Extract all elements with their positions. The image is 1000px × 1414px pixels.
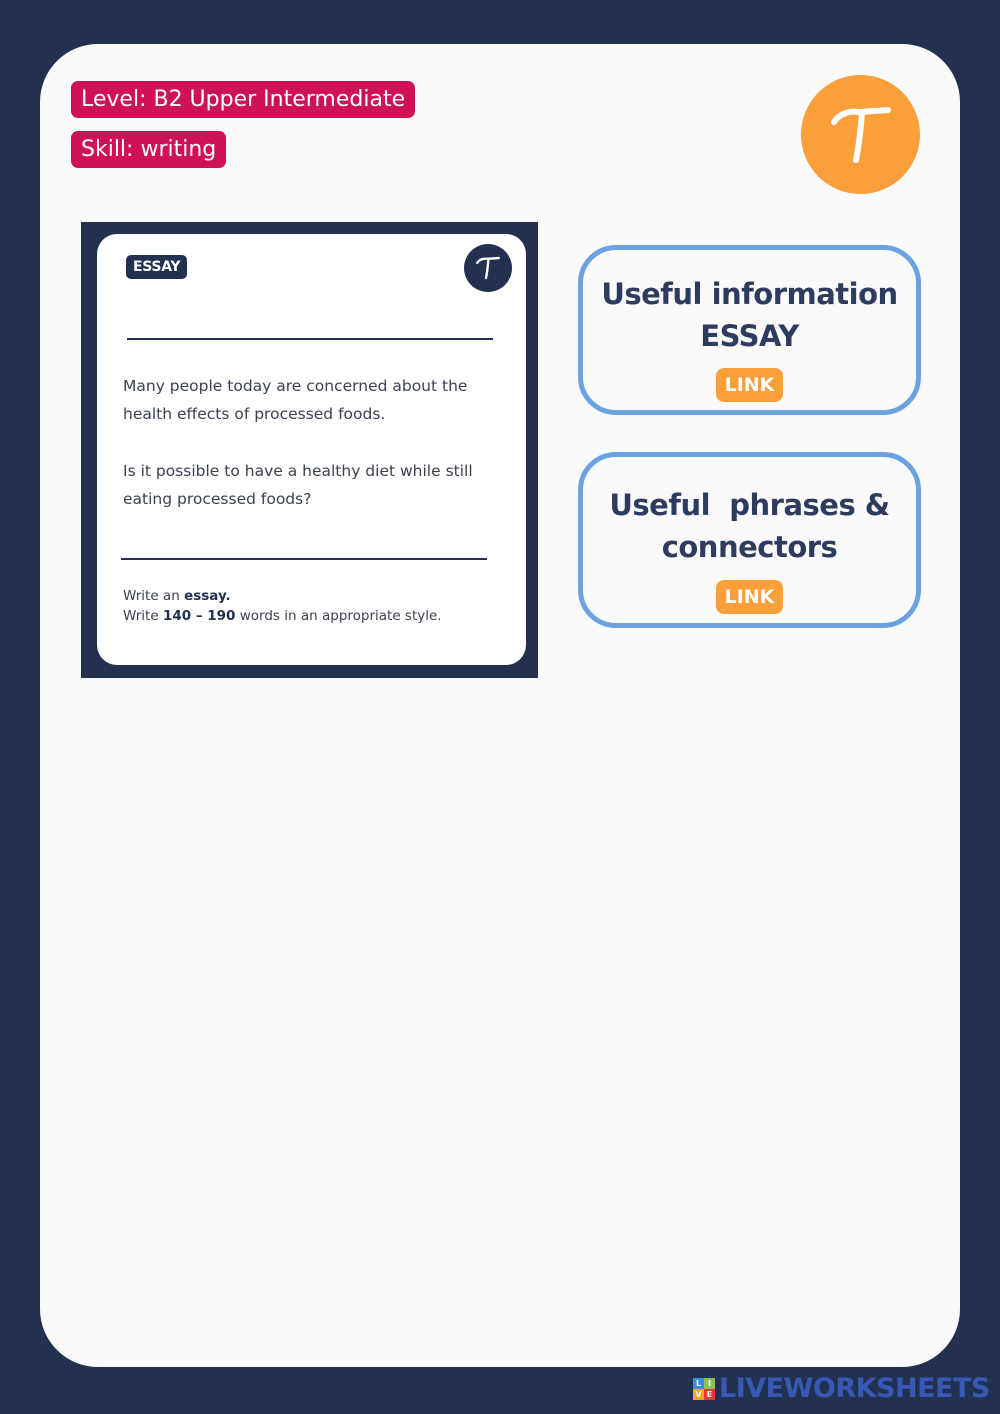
divider-bottom: [121, 558, 487, 560]
level-tag: Level: B2 Upper Intermediate: [71, 81, 415, 118]
essay-prompt-frame: [81, 222, 538, 678]
divider-top: [127, 338, 493, 340]
liveworksheets-watermark: [693, 1373, 990, 1404]
worksheet-page: [40, 44, 960, 1367]
task-instructions: [123, 586, 513, 626]
instruction-line-2: Write 140 – 190 words in an appropriate style.: [123, 608, 442, 624]
prompt-question: Is it possible to have a healthy diet while still eating processed foods?: [123, 462, 473, 508]
skill-tag: Skill: writing: [71, 131, 226, 168]
useful-phrases-title: Useful phrases & connectors: [609, 488, 890, 564]
essay-badge: ESSAY: [126, 255, 187, 279]
useful-information-link-button[interactable]: LINK: [716, 368, 784, 402]
liveworksheets-logo-icon: L I V E: [693, 1378, 715, 1400]
essay-prompt-card: [97, 234, 526, 665]
watermark-text: LIVEWORKSHEETS: [719, 1373, 990, 1404]
t-letter-logo-icon: [464, 244, 512, 292]
useful-phrases-box: [578, 452, 921, 628]
useful-information-title: Useful information ESSAY: [601, 277, 898, 353]
t-letter-logo-icon: [801, 75, 920, 194]
instruction-line-1: Write an essay.: [123, 588, 231, 604]
prompt-paragraph-1: Many people today are concerned about the health effects of processed foods.: [123, 377, 468, 423]
useful-information-box: [578, 245, 921, 415]
useful-phrases-link-button[interactable]: LINK: [716, 580, 784, 614]
